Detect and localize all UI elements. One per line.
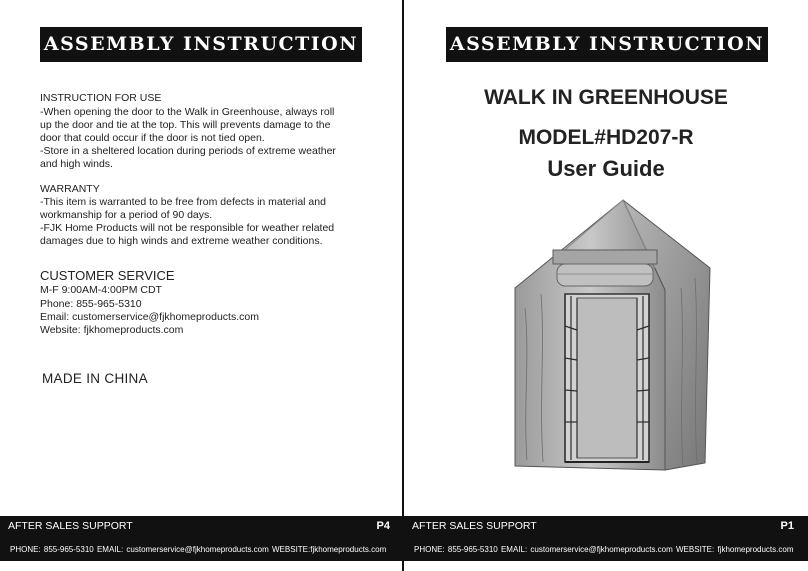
after-sales-label: AFTER SALES SUPPORT: [8, 520, 133, 532]
made-in-label: MADE IN CHINA: [42, 371, 148, 386]
model-number: MODEL#HD207-R: [518, 126, 694, 149]
warranty-heading: WARRANTY: [40, 183, 100, 195]
instruction-line: door that could occur if the door is not tied open.: [40, 132, 265, 144]
customer-service-email: Email: customerservice@fjkhomeproducts.com: [40, 311, 259, 323]
customer-service-website: Website: fjkhomeproducts.com: [40, 324, 184, 336]
warranty-line: workmanship for a period of 90 days.: [40, 209, 213, 221]
instruction-line: -When opening the door to the Walk in Greenhouse, always roll: [40, 106, 335, 118]
page-number: P1: [780, 520, 794, 532]
after-sales-label: AFTER SALES SUPPORT: [412, 520, 537, 532]
right-footer: [404, 516, 808, 561]
instruction-heading: INSTRUCTION FOR USE: [40, 92, 162, 104]
warranty-line: -This item is warranted to be free from defects in material and: [40, 196, 326, 208]
instruction-line: -Store in a sheltered location during periods of extreme weather: [40, 145, 336, 157]
instruction-line: up the door and tie at the top. This will prevents damage to the: [40, 119, 331, 131]
user-guide-title: User Guide: [547, 156, 665, 181]
product-title: WALK IN GREENHOUSE: [484, 86, 728, 109]
page-number: P4: [376, 520, 390, 532]
warranty-line: -FJK Home Products will not be responsible for weather related: [40, 222, 335, 234]
left-footer: [0, 516, 404, 561]
right-banner: ASSEMBLY INSTRUCTION: [446, 27, 768, 62]
warranty-line: damages due to high winds and extreme weather conditions.: [40, 235, 323, 247]
customer-service-heading: CUSTOMER SERVICE: [40, 268, 175, 283]
left-banner: ASSEMBLY INSTRUCTION: [40, 27, 362, 62]
greenhouse-illustration: [505, 198, 720, 473]
customer-service-phone: Phone: 855-965-5310: [40, 298, 142, 310]
footer-contacts: PHONE: 855-965-5310 EMAIL: customerservice@fjkhomeproducts.com WEBSITE:fjkhomeproducts.com: [10, 545, 387, 554]
customer-service-hours: M-F 9:00AM-4:00PM CDT: [40, 284, 162, 296]
instruction-line: and high winds.: [40, 158, 113, 170]
footer-contacts: PHONE: 855-965-5310 EMAIL: customerservice@fjkhomeproducts.com WEBSITE: fjkhomeproducts.com: [414, 545, 794, 554]
